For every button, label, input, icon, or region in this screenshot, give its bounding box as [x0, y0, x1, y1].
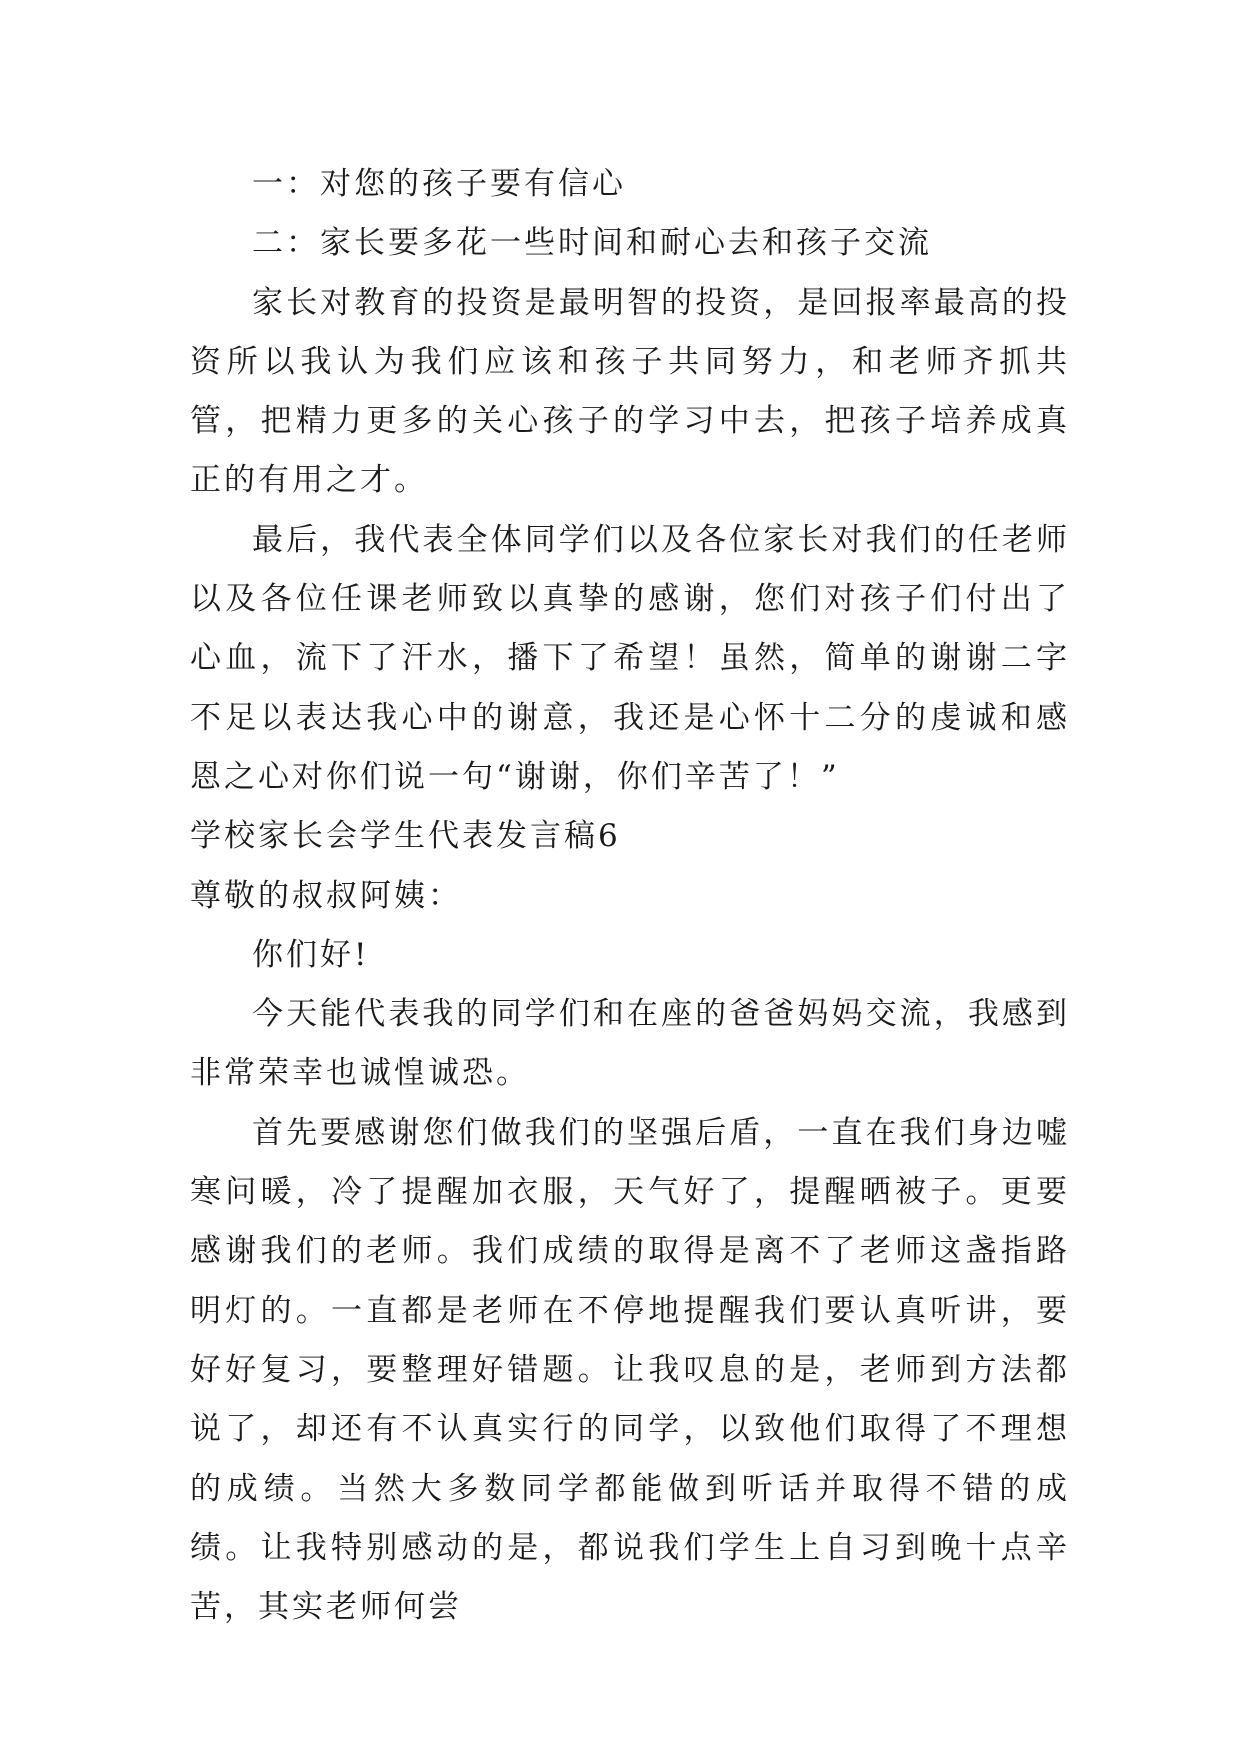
list-item-confidence: 一：对您的孩子要有信心: [252, 166, 626, 202]
paragraph-gratitude: 首先要感谢您们做我们的坚强后盾，一直在我们身边嘘寒问暖，冷了提醒加衣服，天气好了，提醒晒被子。更要感谢我们的老师。我们成绩的取得是离不了老师这盏指路明灯的。一直都是老师在不停地提醒我们要认真听讲，要好好复习，要整理好错题。让我叹息的是，老师到方法都说了，却还有不认真实行的同学，以致他们取得了不理想的成绩。当然大多数同学都能做到听话并取得不错的成绩。让我特别感动的是，都说我们学生上自习到晚十点辛苦，其实老师何尝: [190, 1114, 1070, 1626]
section-title: 学校家长会学生代表发言稿6: [190, 818, 621, 855]
paragraph-thanks: 最后，我代表全体同学们以及各位家长对我们的任老师以及各位任课老师致以真挚的感谢，您们对孩子们付出了心血，流下了汗水，播下了希望！虽然，简单的谢谢二字不足以表达我心中的谢意，我还是心怀十二分的虔诚和感恩之心对你们说一句“谢谢，你们辛苦了！”: [190, 521, 1070, 795]
paragraph-introduction: 今天能代表我的同学们和在座的爸爸妈妈交流，我感到非常荣幸也诚惶诚恐。: [190, 996, 1070, 1092]
greeting: 你们好!: [252, 936, 370, 973]
list-item-communication: 二：家长要多花一些时间和耐心去和孩子交流: [252, 225, 932, 262]
document-body: [190, 155, 1070, 1637]
paragraph-investment: 家长对教育的投资是最明智的投资，是回报率最高的投资所以我认为我们应该和孩子共同努力，和老师齐抓共管，把精力更多的关心孩子的学习中去，把孩子培养成真正的有用之才。: [190, 284, 1070, 499]
salutation: 尊敬的叔叔阿姨：: [190, 877, 462, 914]
